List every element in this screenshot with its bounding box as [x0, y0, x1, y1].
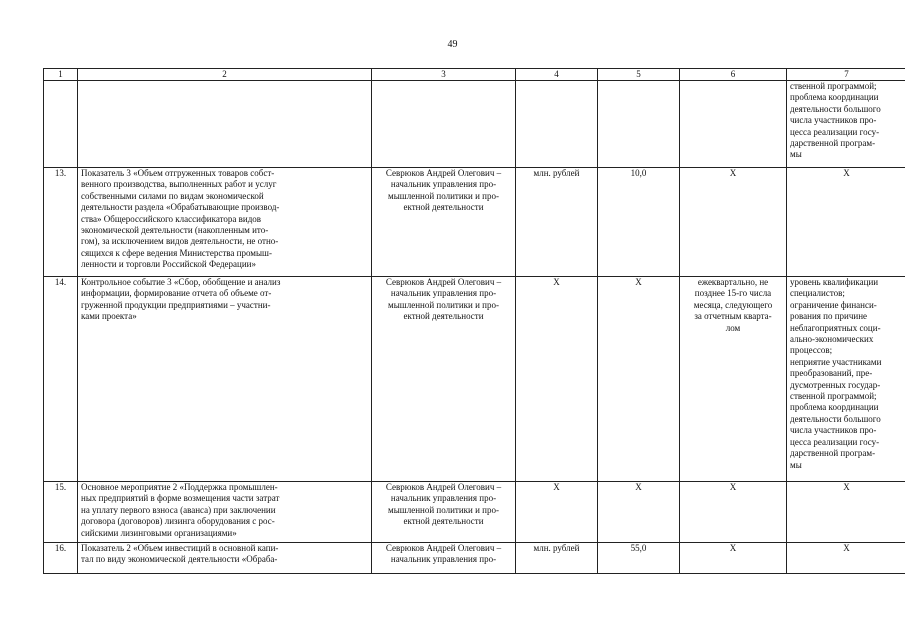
table-row-16 [44, 543, 905, 574]
risk-line: специалистов; [790, 288, 845, 299]
row-number-cell: 14. [44, 277, 78, 482]
deadline-cell [680, 277, 787, 482]
value-cell: 55,0 [598, 543, 680, 574]
responsible-line: ектной деятельности [403, 311, 484, 322]
risk-line: ально-экономических [790, 334, 874, 345]
description-line: сящихся к сфере ведения Министерства промыш- [81, 247, 272, 258]
risk-line: ственной программой; [790, 81, 877, 91]
responsible-line: мышленной политики и про- [388, 190, 499, 201]
risks-cell [787, 81, 905, 168]
risk-line: дарственной програм- [790, 138, 876, 149]
value-cell: X [598, 482, 680, 543]
value-cell [598, 81, 680, 168]
risk-line: цесса реализации госу- [790, 126, 880, 137]
header-col-1: 1 [44, 69, 78, 81]
description-line: Контрольное событие 3 «Сбор, обобщение и анализ [81, 277, 281, 287]
description-line: Основное мероприятие 2 «Поддержка промышлен- [81, 482, 278, 492]
responsible-line: начальник управления про- [390, 179, 497, 190]
row-number-cell: 15. [44, 482, 78, 543]
row-number-cell: 16. [44, 543, 78, 574]
deadline-line: за отчетным кварта- [694, 311, 772, 322]
unit-cell [516, 81, 598, 168]
description-line: ных предприятий в форме возмещения части затрат [81, 493, 280, 504]
deadline-cell [680, 81, 787, 168]
description-line: экономической деятельности (накопленным ито- [81, 225, 269, 236]
risk-line: процессов; [790, 345, 833, 356]
description-cell [78, 482, 372, 543]
responsible-line: ектной деятельности [403, 516, 484, 527]
description-line: тал по виду экономической деятельности «Обраба- [81, 554, 278, 565]
header-col-5: 5 [598, 69, 680, 81]
risk-line: числа участников про- [790, 425, 877, 436]
description-line: гом), за исключением видов деятельности, не отно- [81, 236, 279, 247]
risk-line: ственной программой; [790, 391, 877, 402]
responsible-line: начальник управления про- [390, 288, 497, 299]
description-line: груженной продукции предприятиями – участни- [81, 299, 271, 310]
table-row-continuation [44, 81, 905, 168]
risk-line: ограничение финанси- [790, 299, 877, 310]
responsible-line: начальник управления про- [390, 554, 497, 565]
header-col-2: 2 [78, 69, 372, 81]
deadline-line: лом [725, 322, 741, 333]
risk-line: проблема координации [790, 92, 879, 103]
responsible-line: мышленной политики и про- [388, 504, 499, 515]
risk-line: мы [790, 149, 802, 160]
description-line: сийскими лизинговыми организациями» [81, 527, 237, 538]
risk-line: преобразований, пре- [790, 368, 873, 379]
responsible-line: Севрюков Андрей Олегович – [385, 543, 502, 553]
row-number-cell: 13. [44, 168, 78, 277]
responsible-cell [372, 168, 516, 277]
page-number: 49 [447, 39, 458, 50]
deadline-line: месяца, следующего [693, 299, 773, 310]
deadline-cell [680, 168, 787, 277]
deadline-line: X [729, 168, 737, 178]
risk-line: мы [790, 459, 802, 470]
risk-line: проблема координации [790, 402, 879, 413]
risk-line: X [843, 543, 850, 553]
risk-line: дарственной програм- [790, 448, 876, 459]
deadline-cell [680, 543, 787, 574]
risk-line: X [843, 482, 850, 492]
description-cell [78, 81, 372, 168]
description-line: Показатель 3 «Объем отгруженных товаров собст- [81, 168, 275, 178]
risk-line: неблагоприятных соци- [790, 322, 881, 333]
description-line: на уплату первого взноса (аванса) при заключении [81, 504, 276, 515]
description-cell [78, 543, 372, 574]
table-row-14 [44, 277, 905, 482]
header-col-4: 4 [516, 69, 598, 81]
deadline-line: ежеквартально, не [697, 277, 769, 287]
responsible-cell [372, 543, 516, 574]
description-line: информации, формирование отчета об объеме от- [81, 288, 272, 299]
risks-cell [787, 168, 905, 277]
header-col-3: 3 [372, 69, 516, 81]
risks-cell [787, 482, 905, 543]
risk-line: уровень квалификации [790, 277, 879, 287]
table-header-row [44, 69, 905, 81]
value-cell: 10,0 [598, 168, 680, 277]
deadline-cell [680, 482, 787, 543]
row-number-cell [44, 81, 78, 168]
responsible-cell [372, 81, 516, 168]
description-line: договора (договоров) лизинга оборудования с рос- [81, 516, 275, 527]
deadline-line: X [729, 482, 737, 492]
responsible-line: мышленной политики и про- [388, 299, 499, 310]
responsible-line: Севрюков Андрей Олегович – [385, 277, 502, 287]
responsible-cell [372, 277, 516, 482]
risks-cell [787, 277, 905, 482]
responsible-cell [372, 482, 516, 543]
header-col-7: 7 [787, 69, 905, 81]
responsible-line: Севрюков Андрей Олегович – [385, 482, 502, 492]
deadline-line: X [729, 543, 737, 553]
responsible-line: ектной деятельности [403, 202, 484, 213]
risk-line: цесса реализации госу- [790, 436, 880, 447]
description-line: собственными силами по видам экономической [81, 190, 264, 201]
description-line: ками проекта» [81, 311, 137, 322]
value-cell: X [598, 277, 680, 482]
table-row-15 [44, 482, 905, 543]
description-line: венного производства, выполненных работ и услуг [81, 179, 277, 190]
risk-line: деятельности большого [790, 413, 881, 424]
description-cell [78, 168, 372, 277]
risk-line: числа участников про- [790, 115, 877, 126]
responsible-line: начальник управления про- [390, 493, 497, 504]
unit-cell: X [516, 482, 598, 543]
risk-line: деятельности большого [790, 103, 881, 114]
unit-cell: X [516, 277, 598, 482]
risks-cell [787, 543, 905, 574]
description-line: Показатель 2 «Объем инвестиций в основной капи- [81, 543, 279, 553]
unit-cell: млн. рублей [516, 543, 598, 574]
unit-cell: млн. рублей [516, 168, 598, 277]
description-line: деятельности раздела «Обрабатывающие производ- [81, 202, 280, 213]
description-line: ства» Общероссийского классификатора видов [81, 213, 262, 224]
deadline-line: позднее 15-го числа [694, 288, 772, 299]
risk-line: рования по причине [790, 311, 868, 322]
risk-line: дусмотренных государ- [790, 379, 881, 390]
report-table [43, 68, 905, 574]
description-line: ленности и торговли Российской Федерации» [81, 259, 256, 270]
risk-line: X [843, 168, 850, 178]
risk-line: неприятие участниками [790, 356, 882, 367]
header-col-6: 6 [680, 69, 787, 81]
description-cell [78, 277, 372, 482]
table-row-13 [44, 168, 905, 277]
responsible-line: Севрюков Андрей Олегович – [385, 168, 502, 178]
